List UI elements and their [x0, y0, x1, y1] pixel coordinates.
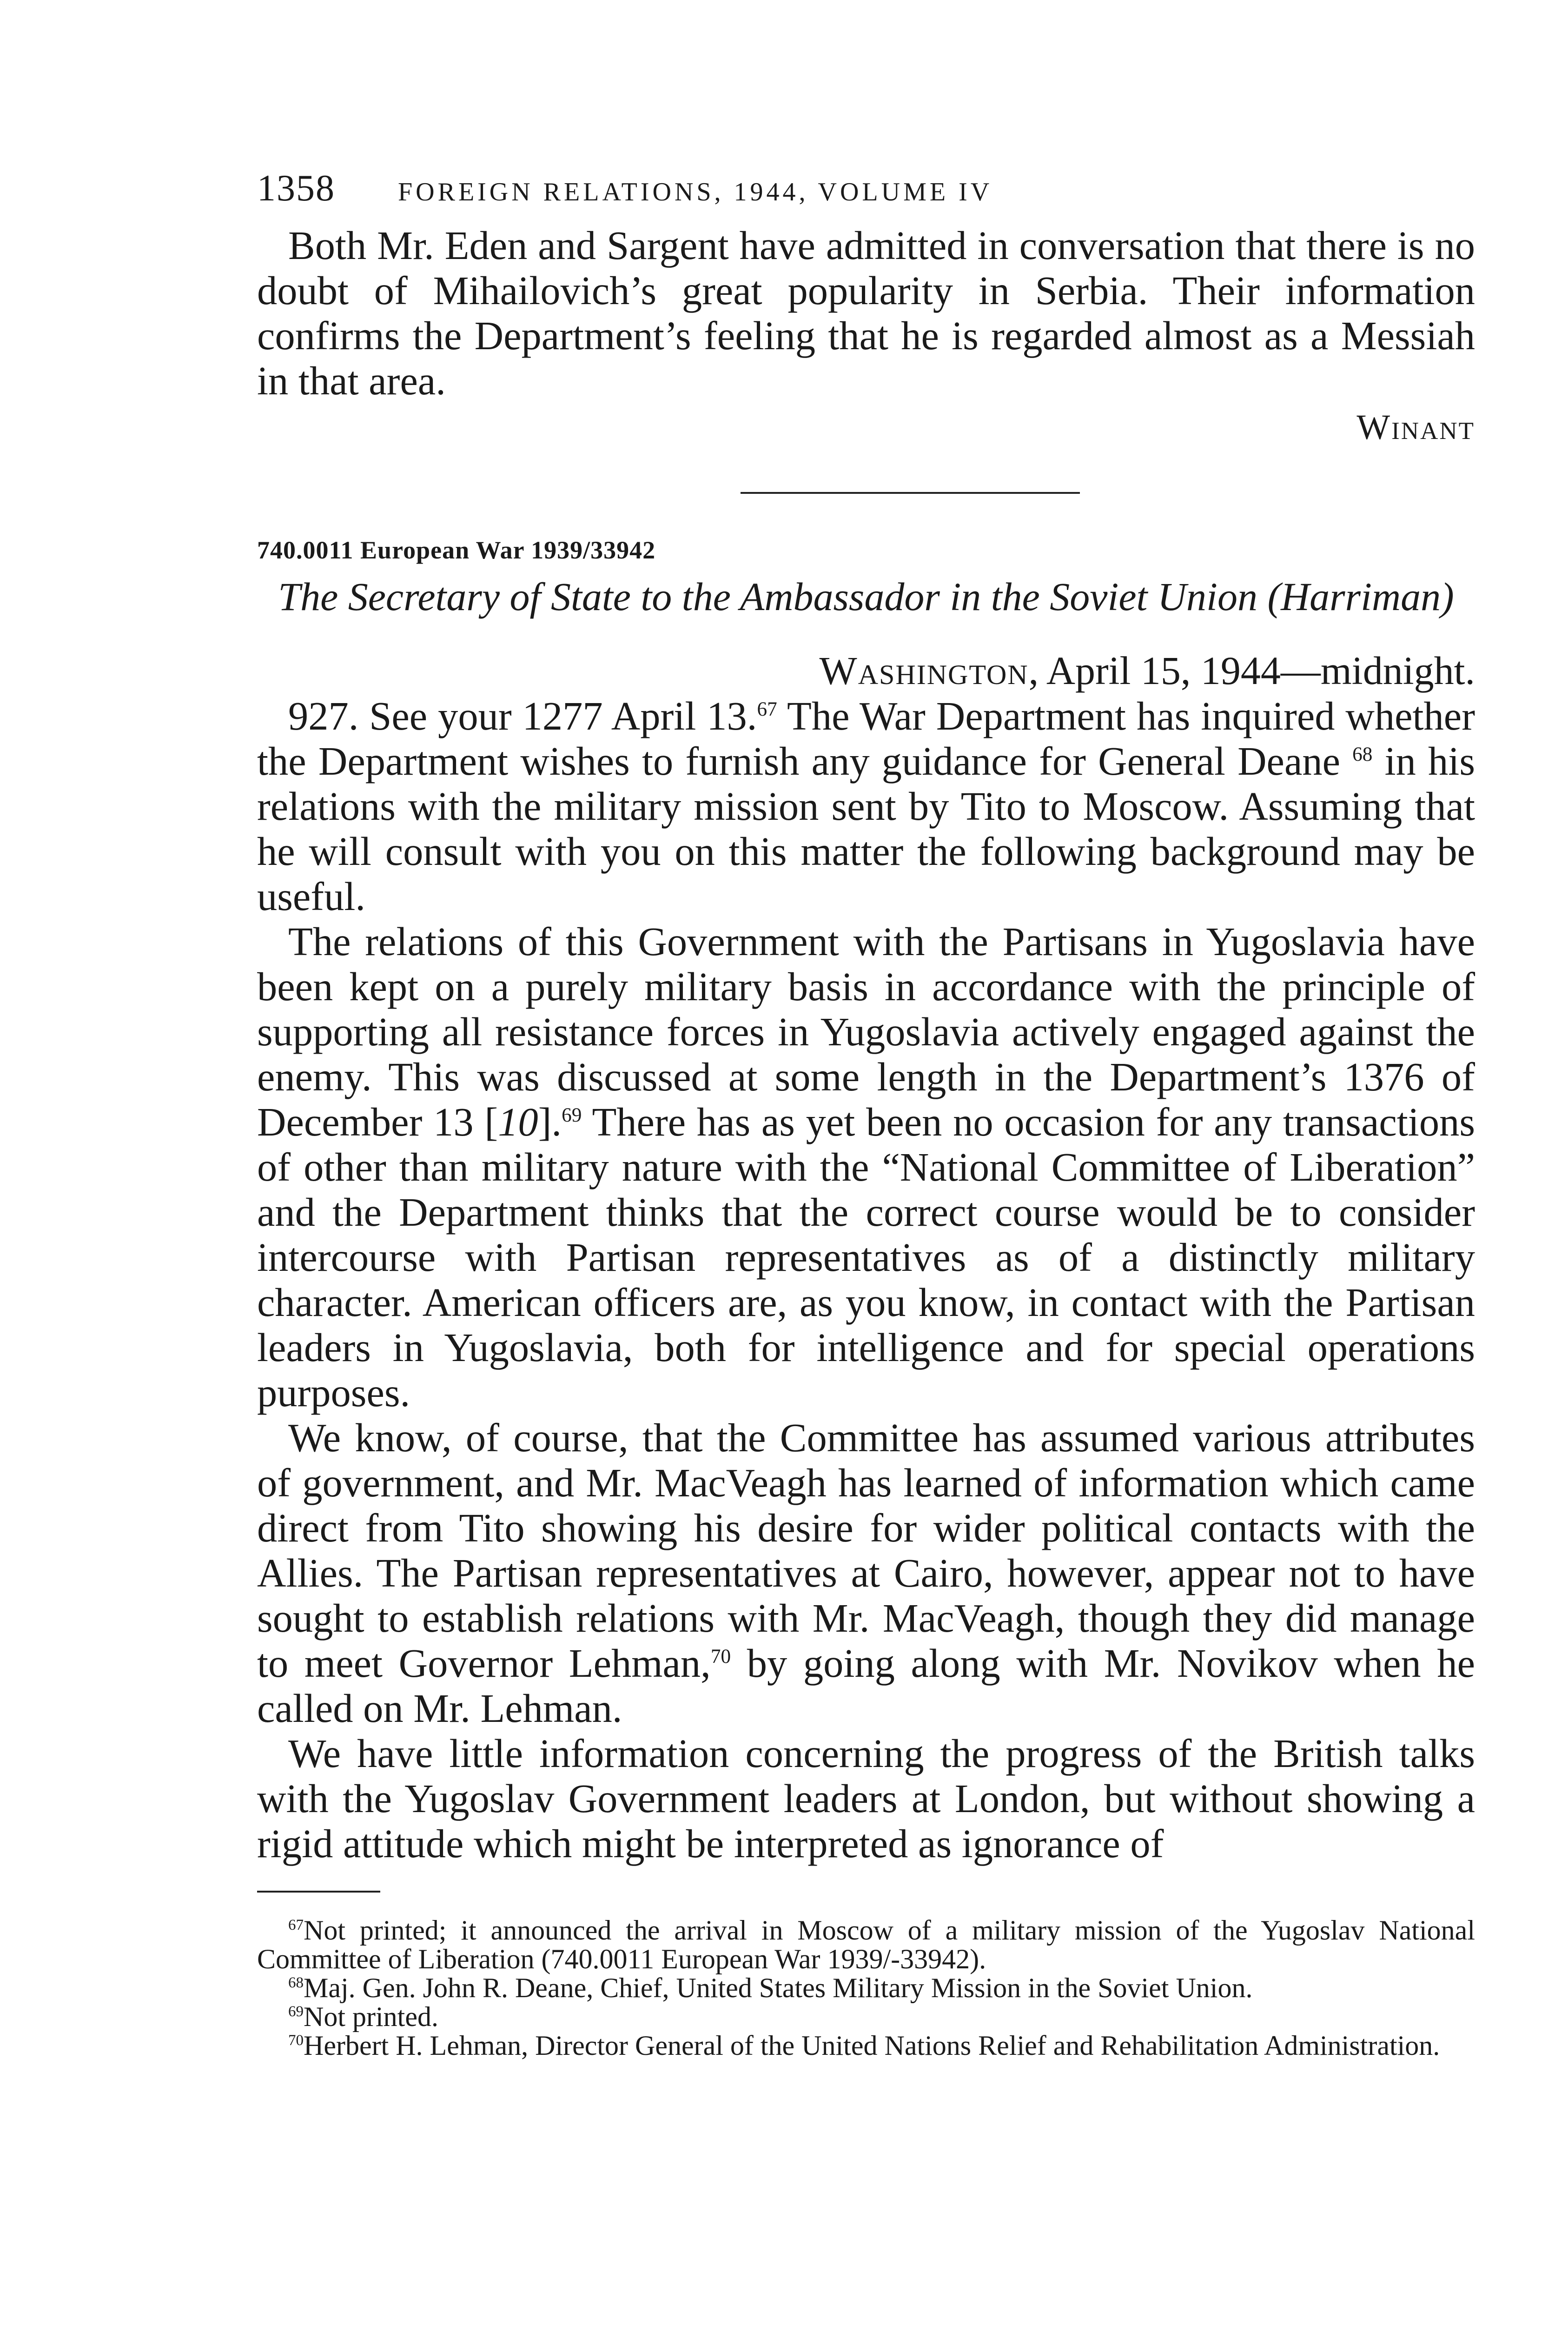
p2-text-b: ].	[538, 1100, 562, 1144]
p2-text-a: The relations of this Government with the Partisans in Yugoslavia have been kept on a purely military basis in accordance with the principle of supporting all resistance forces in Yugoslavia actively engaged against the enemy. This was discussed at some length in the Department’s 1376 of December 13 [	[257, 919, 1475, 1144]
running-title: FOREIGN RELATIONS, 1944, VOLUME IV	[398, 178, 993, 206]
body-paragraph-1	[257, 694, 1475, 919]
dateline-place: Washington	[819, 648, 1029, 693]
p1-text-a: 927. See your 1277 April 13.	[288, 694, 757, 738]
footnote-ref-70: 70	[710, 1645, 731, 1668]
footnote-text: Maj. Gen. John R. Deane, Chief, United States Military Mission in the Soviet Union.	[304, 1973, 1253, 2003]
body-paragraph-4: We have little information concerning the progress of the British talks with the Yugoslav Government leaders at London, but without showing a rigid attitude which might be interpreted as ignorance of	[257, 1731, 1475, 1866]
page-number: 1358	[257, 168, 335, 209]
footnote-ref-68: 68	[1352, 743, 1373, 766]
running-header	[257, 167, 1475, 223]
p2-italic: 10	[498, 1100, 538, 1144]
page-content	[257, 167, 1475, 2060]
section-divider	[741, 492, 1080, 494]
footnote-67	[257, 1916, 1475, 1973]
footnote-ref-67: 67	[757, 698, 777, 721]
dateline	[257, 647, 1475, 694]
footnote-mark: 68	[288, 1974, 304, 1991]
p3-text-b: by going along with Mr. Novikov when he called on Mr. Lehman.	[257, 1641, 1475, 1731]
footnote-mark: 70	[288, 2032, 304, 2049]
footnote-ref-69: 69	[562, 1104, 582, 1127]
footnote-69	[257, 2002, 1475, 2031]
document-heading: The Secretary of State to the Ambassador in the Soviet Union (Harriman)	[278, 574, 1454, 619]
continuation-paragraph: Both Mr. Eden and Sargent have admitted in conversation that there is no doubt of Mihailovich’s great popularity in Serbia. Their information confirms the Department’s feeling that he is regarded almost as a Messiah in that area.	[257, 223, 1475, 403]
footnote-mark: 67	[288, 1917, 304, 1933]
p1-text-b: The War Department has inquired whether the Department wishes to furnish any guidance for General Deane	[257, 694, 1475, 784]
footnote-text: Not printed; it announced the arrival in Moscow of a military mission of the Yugoslav National Committee of Liberation (740.0011 European War 1939/-33942).	[257, 1915, 1475, 1974]
dateline-date: , April 15, 1944—midnight.	[1028, 648, 1475, 693]
footnotes	[257, 1916, 1475, 2060]
p2-text-c: There has as yet been no occasion for any transactions of other than military nature with the “National Committee of Liberation” and the Department thinks that the correct course would be to consider intercourse with Partisan representatives as of a distinctly military character. American officers are, as you know, in contact with the Partisan leaders in Yugoslavia, both for intelligence and for special operations purposes.	[257, 1100, 1475, 1415]
footnote-text: Herbert H. Lehman, Director General of the United Nations Relief and Rehabilitation Administration.	[304, 2030, 1440, 2061]
body-paragraph-2	[257, 919, 1475, 1415]
p1-text-c: in his relations with the military mission sent by Tito to Moscow. Assuming that he will consult with you on this matter the following background may be useful.	[257, 739, 1475, 919]
signature: Winant	[1356, 408, 1475, 447]
file-number: 740.0011 European War 1939/33942	[257, 536, 656, 564]
footnote-68	[257, 1973, 1475, 2002]
footnote-70	[257, 2031, 1475, 2060]
body-paragraph-3	[257, 1415, 1475, 1731]
footnote-text: Not printed.	[304, 2001, 438, 2032]
footnote-divider	[257, 1891, 380, 1893]
footnote-mark: 69	[288, 2003, 304, 2020]
p3-text-a: We know, of course, that the Committee has assumed various attributes of government, and Mr. MacVeagh has learned of information which came direct from Tito showing his desire for wider political contacts with the Allies. The Partisan representatives at Cairo, however, appear not to have sought to establish relations with Mr. MacVeagh, though they did manage to meet Governor Lehman,	[257, 1415, 1475, 1686]
